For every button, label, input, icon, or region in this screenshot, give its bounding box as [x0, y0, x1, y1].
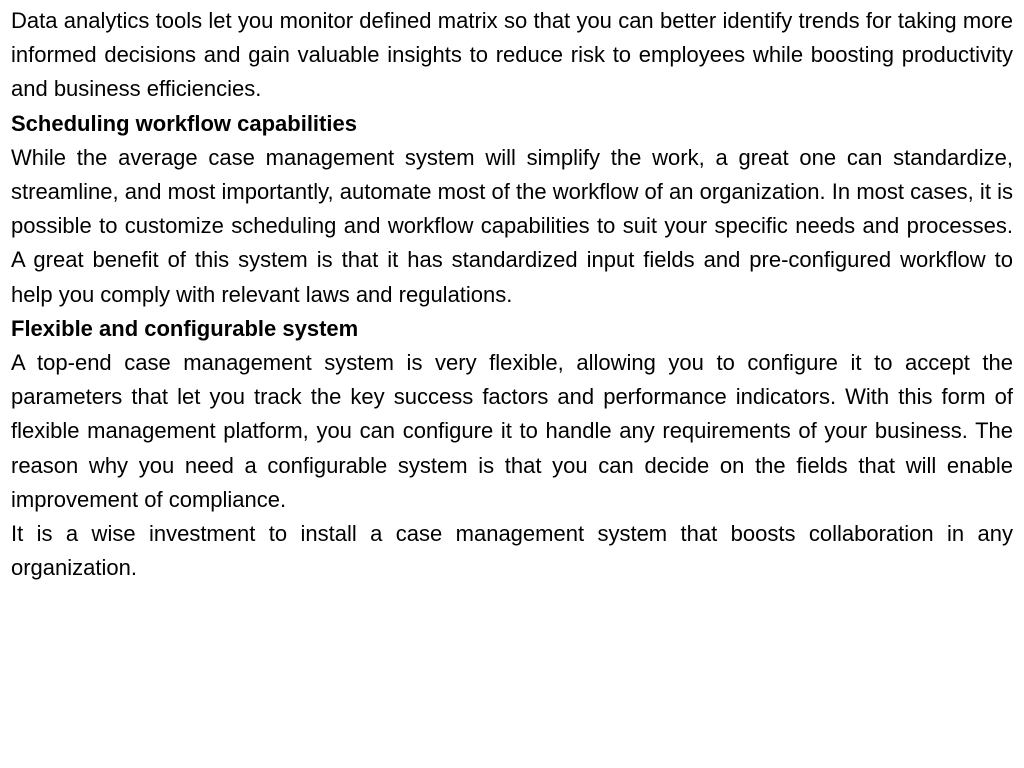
section-heading-flexible: Flexible and configurable system [11, 315, 359, 341]
section-heading-scheduling: Scheduling workflow capabilities [11, 110, 357, 136]
scheduling-paragraph: While the average case management system will simplify the work, a great one can standardize, streamline, and most importantly, automate most of the workflow of an organization. In most cases, it is possible to customize scheduling and workflow capabilities to suit your specific needs and processes. A great benefit of this system is that it has standardized input fields and pre-configured workflow to help you comply with relevant laws and regulations. [11, 144, 1013, 307]
flexible-paragraph: A top-end case management system is very flexible, allowing you to configure it to accept the parameters that let you track the key success factors and performance indicators. With this form of flexible management platform, you can configure it to handle any requirements of your business. The reason why you need a configurable system is that you can decide on the fields that will enable improvement of compliance. [11, 350, 1013, 512]
intro-paragraph: Data analytics tools let you monitor defined matrix so that you can better identify trends for taking more informed decisions and gain valuable insights to reduce risk to employees while boosting productivity and business efficiencies. [11, 8, 1013, 102]
closing-paragraph: It is a wise investment to install a case management system that boosts collaboration in any organization. [11, 521, 1013, 581]
